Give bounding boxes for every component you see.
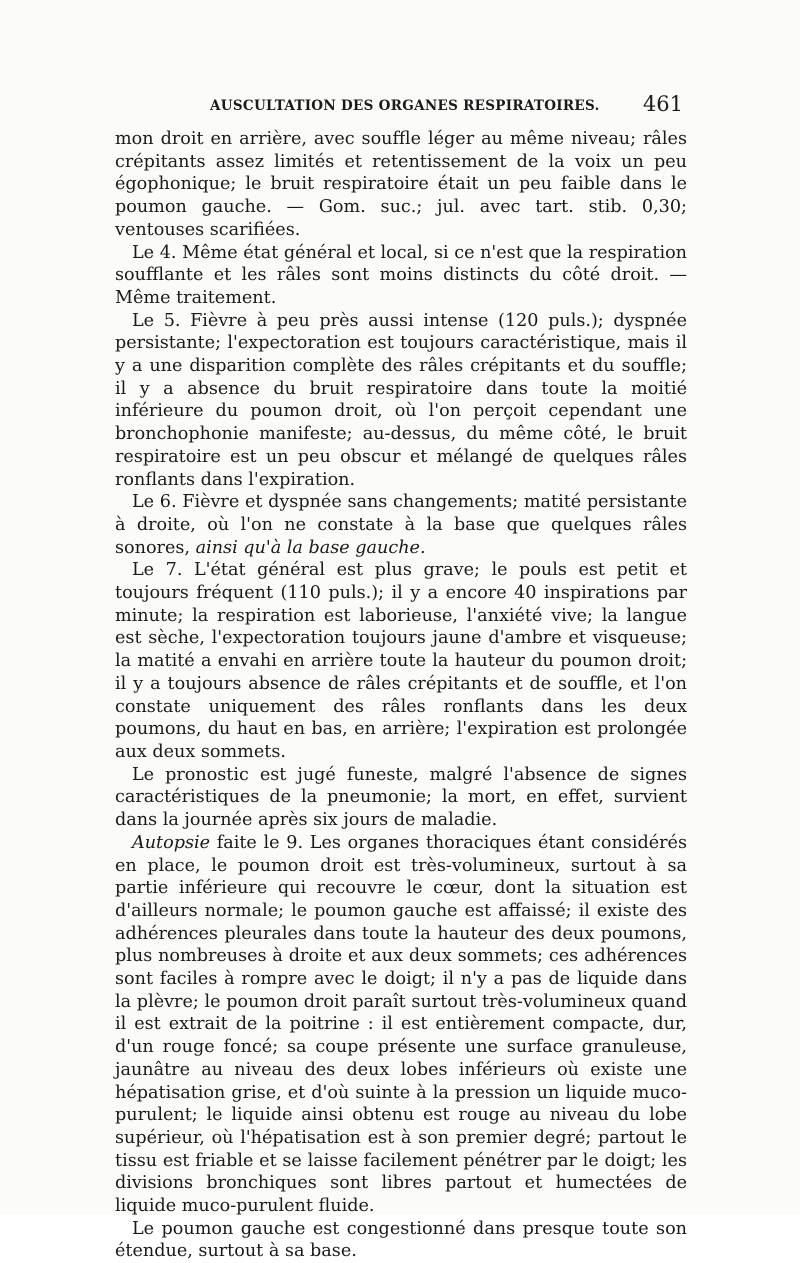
paragraph-text: Le 6. Fièvre et dyspnée sans changements; matité persistante à droite, où l'on ne constate à la base que quelques râles sonores, <box>115 492 687 558</box>
paragraph-text: Le pronostic est jugé funeste, malgré l'absence de signes caractéristiques de la pneumonie; la mort, en effet, survient dans la journée après six jours de maladie. <box>115 764 687 831</box>
page-number: 461 <box>642 92 683 116</box>
paragraph-prognosis <box>115 764 687 832</box>
paragraph-left-lung <box>115 1218 687 1263</box>
running-title: AUSCULTATION DES ORGANES RESPIRATOIRES. <box>210 98 600 114</box>
paragraph-day-6 <box>115 491 687 559</box>
paragraph-day-7 <box>115 559 687 763</box>
paragraph-text: Le 5. Fièvre à peu près aussi intense (120 puls.); dyspnée persistante; l'expectoration est toujours caractéristique, mais il y a une disparition complète des râles crépitants et du souffle; il y a absence du bruit respiratoire dans toute la moitié inférieure du poumon droit, où l'on perçoit cependant une bronchophonie manifeste; au-dessus, du même côté, le bruit respiratoire est un peu obscur et mélangé de quelques râles ronflants dans l'expiration. <box>115 310 687 490</box>
paragraph-day-5 <box>115 310 687 492</box>
paragraph-autopsy <box>115 832 687 1218</box>
page-header <box>112 92 687 122</box>
paragraph-day-4 <box>115 242 687 310</box>
autopsy-label: Autopsie <box>132 832 211 853</box>
body-text <box>115 128 687 1263</box>
paragraph-continuation <box>115 128 687 242</box>
paragraph-text: Le 7. L'état général est plus grave; le pouls est petit et toujours fréquent (110 puls.); il y a encore 40 inspirations par minute; la respiration est laborieuse, l'anxiété vive; la langue est sèche, l'expectoration toujours jaune d'ambre et visqueuse; la matité a envahi en arrière toute la hauteur du poumon droit; il y a toujours absence de râles crépitants et de souffle, et l'on constate uniquement des râles ronflants dans les deux poumons, du haut en bas, en arrière; l'expiration est prolongée aux deux sommets. <box>115 560 687 762</box>
paragraph-text: faite le 9. Les organes thoraciques étant considérés en place, le poumon droit est très-volumineux, surtout à sa partie inférieure qui recouvre le cœur, dont la situation est d'ailleurs normale; le poumon gauche est affaissé; il existe des adhérences pleurales dans toute la hauteur des deux poumons, plus nombreuses à droite et aux deux sommets; ces adhérences sont faciles à rompre avec le doigt; il n'y a pas de liquide dans la plèvre; le poumon droit paraît surtout très-volumineux quand il est extrait de la poitrine : il est entièrement compacte, dur, d'un rouge foncé; sa coupe présente une surface granuleuse, jaunâtre au niveau des deux lobes inférieurs où existe une hépatisation grise, et d'où suinte à la pression un liquide muco-purulent; le liquide ainsi obtenu est rouge au niveau du lobe supérieur, où l'hépatisation est à son premier degré; partout le tissu est friable et se laisse facilement pénétrer par le doigt; les divisions bronchiques sont libres partout et humectées de liquide muco-purulent fluide. <box>115 832 687 1217</box>
paragraph-text: Le poumon gauche est congestionné dans presque toute son étendue, surtout à sa base. <box>115 1218 687 1262</box>
paragraph-text: mon droit en arrière, avec souffle léger au même niveau; râles crépitants assez limités et retentissement de la voix un peu égophonique; le bruit respiratoire était un peu faible dans le poumon gauche. — Gom. suc.; jul. avec tart. stib. 0,30; ventouses scarifiées. <box>115 129 687 240</box>
paragraph-text: Le 4. Même état général et local, si ce n'est que la respiration soufflante et les râles sont moins distincts du côté droit. — Même traitement. <box>115 242 687 308</box>
paragraph-italic-tail: ainsi qu'à la base gauche. <box>195 537 426 558</box>
